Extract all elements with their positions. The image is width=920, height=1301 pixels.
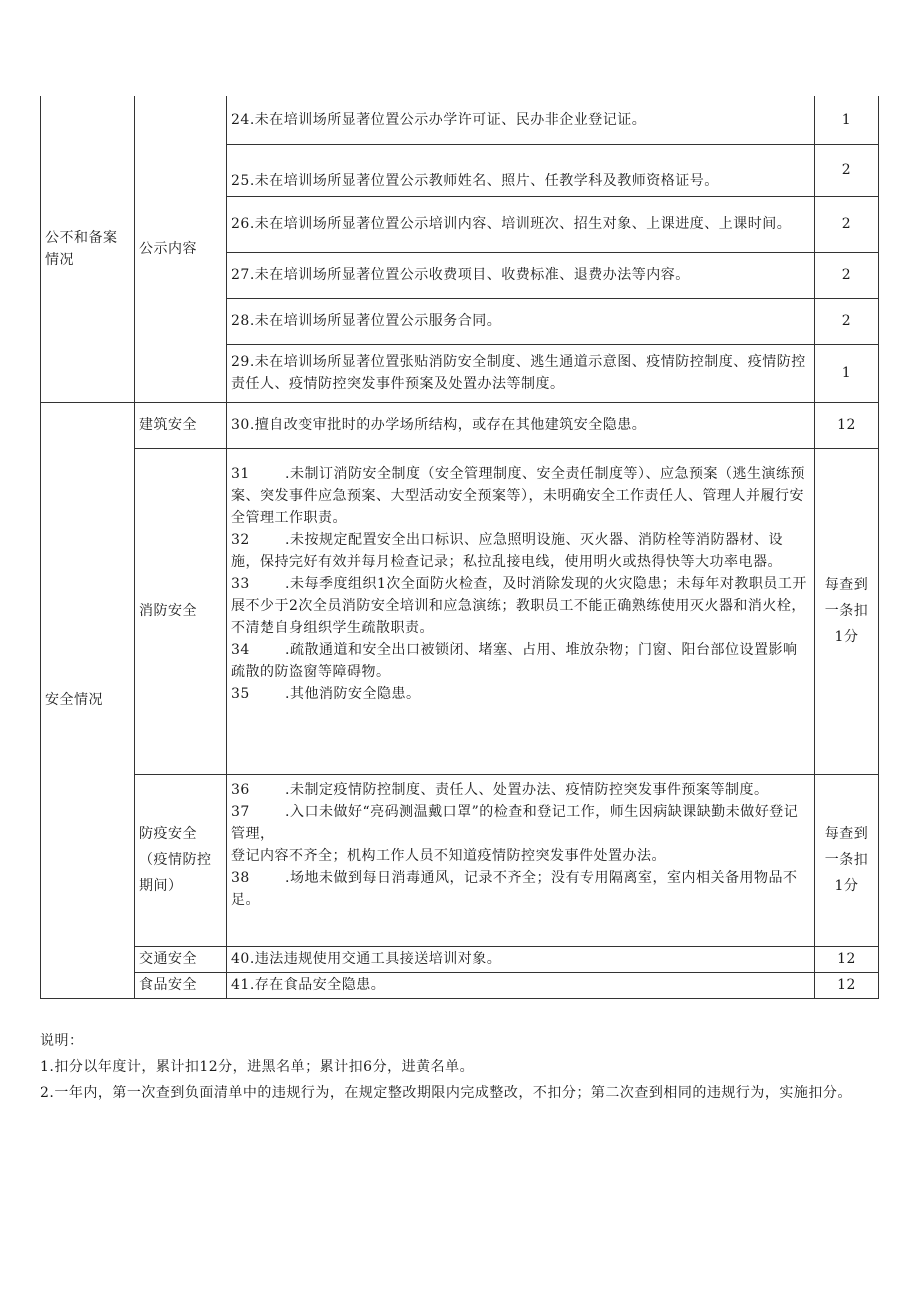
- list-item: 37 .入口未做好“亮码测温戴口罩”的检查和登记工作，师生因病缺课缺勤未做好登记管理，: [231, 803, 799, 842]
- item-text: 30.擅自改变审批时的办学场所结构，或存在其他建筑安全隐患。: [227, 402, 815, 448]
- item-score: 每查到一条扣1分: [815, 448, 879, 774]
- fire-items: [227, 448, 815, 774]
- item-score: 12: [815, 972, 879, 998]
- item-score: 2: [815, 252, 879, 298]
- list-item: 登记内容不齐全；机构工作人员不知道疫情防控突发事件处置办法。: [231, 847, 666, 864]
- epidemic-items: [227, 774, 815, 946]
- notes-section: [40, 1028, 885, 1106]
- item-text: 28.未在培训场所显著位置公示服务合同。: [227, 298, 815, 344]
- item-text: 27.未在培训场所显著位置公示收费项目、收费标准、退费办法等内容。: [227, 252, 815, 298]
- item-text: 25.未在培训场所显著位置公示教师姓名、照片、任教学科及教师资格证号。: [227, 144, 815, 196]
- subcategory-disclosure: 公示内容: [135, 96, 227, 402]
- negative-list-table: [40, 96, 879, 999]
- notes-line: 2.一年内，第一次查到负面清单中的违规行为，在规定整改期限内完成整改，不扣分；第二次查到相同的违规行为，实施扣分。: [40, 1085, 852, 1101]
- table-row: [41, 972, 879, 998]
- item-text: 26.未在培训场所显著位置公示培训内容、培训班次、招生对象、上课进度、上课时间。: [227, 196, 815, 252]
- list-item: 35 .其他消防安全隐患。: [231, 685, 421, 702]
- item-score: 1: [815, 344, 879, 402]
- subcategory-traffic: 交通安全: [135, 946, 227, 972]
- table-row: [41, 448, 879, 774]
- item-score: 2: [815, 144, 879, 196]
- item-text: 24.未在培训场所显著位置公示办学许可证、民办非企业登记证。: [227, 96, 815, 144]
- list-item: 38 .场地未做到每日消毒通风，记录不齐全；没有专用隔离室，室内相关备用物品不足。: [231, 869, 798, 908]
- item-score: 2: [815, 196, 879, 252]
- list-item: 36 .未制定疫情防控制度、责任人、处置办法、疫情防控突发事件预案等制度。: [231, 781, 769, 798]
- category-safety: 安全情况: [41, 402, 135, 998]
- table-row: [41, 402, 879, 448]
- category-disclosure: 公不和备案情况: [41, 96, 135, 402]
- item-text: 40.违法违规使用交通工具接送培训对象。: [227, 946, 815, 972]
- subcategory-building: 建筑安全: [135, 402, 227, 448]
- item-text: 41.存在食品安全隐患。: [227, 972, 815, 998]
- list-item: 31 .未制订消防安全制度（安全管理制度、安全责任制度等）、应急预案（逃生演练预案、突发事件应急预案、大型活动安全预案等），未明确安全工作责任人、管理人并履行安全管理工作职责。: [231, 465, 805, 526]
- list-item: 32 .未按规定配置安全出口标识、应急照明设施、灭火器、消防栓等消防器材、设施，保持完好有效并每月检查记录；私拉乱接电线，使用明火或热得快等大功率电器。: [231, 531, 783, 570]
- subcategory-food: 食品安全: [135, 972, 227, 998]
- notes-title: 说明：: [40, 1033, 84, 1049]
- item-score: 12: [815, 402, 879, 448]
- table-row: [41, 96, 879, 144]
- item-text: 29.未在培训场所显著位置张贴消防安全制度、逃生通道示意图、疫情防控制度、疫情防控责任人、疫情防控突发事件预案及处置办法等制度。: [227, 344, 815, 402]
- notes-line: 1.扣分以年度计，累计扣12分，进黑名单；累计扣6分，进黄名单。: [40, 1059, 475, 1075]
- item-score: 每查到一条扣1分: [815, 774, 879, 946]
- list-item: 34 .疏散通道和安全出口被锁闭、堵塞、占用、堆放杂物；门窗、阳台部位设置影响疏散的防盗窗等障碍物。: [231, 641, 798, 680]
- list-item: 33 .未每季度组织1次全面防火检查，及时消除发现的火灾隐患；未每年对教职员工开展不少于2次全员消防安全培训和应急演练；教职员工不能正确熟练使用灭火器和消火栓，不清楚自身组织学生疏散职责。: [231, 575, 807, 636]
- table-row: [41, 946, 879, 972]
- item-score: 1: [815, 96, 879, 144]
- table-row: [41, 774, 879, 946]
- item-score: 12: [815, 946, 879, 972]
- item-score: 2: [815, 298, 879, 344]
- subcategory-fire: 消防安全: [135, 448, 227, 774]
- subcategory-epidemic: 防疫安全（疫情防控期间）: [135, 774, 227, 946]
